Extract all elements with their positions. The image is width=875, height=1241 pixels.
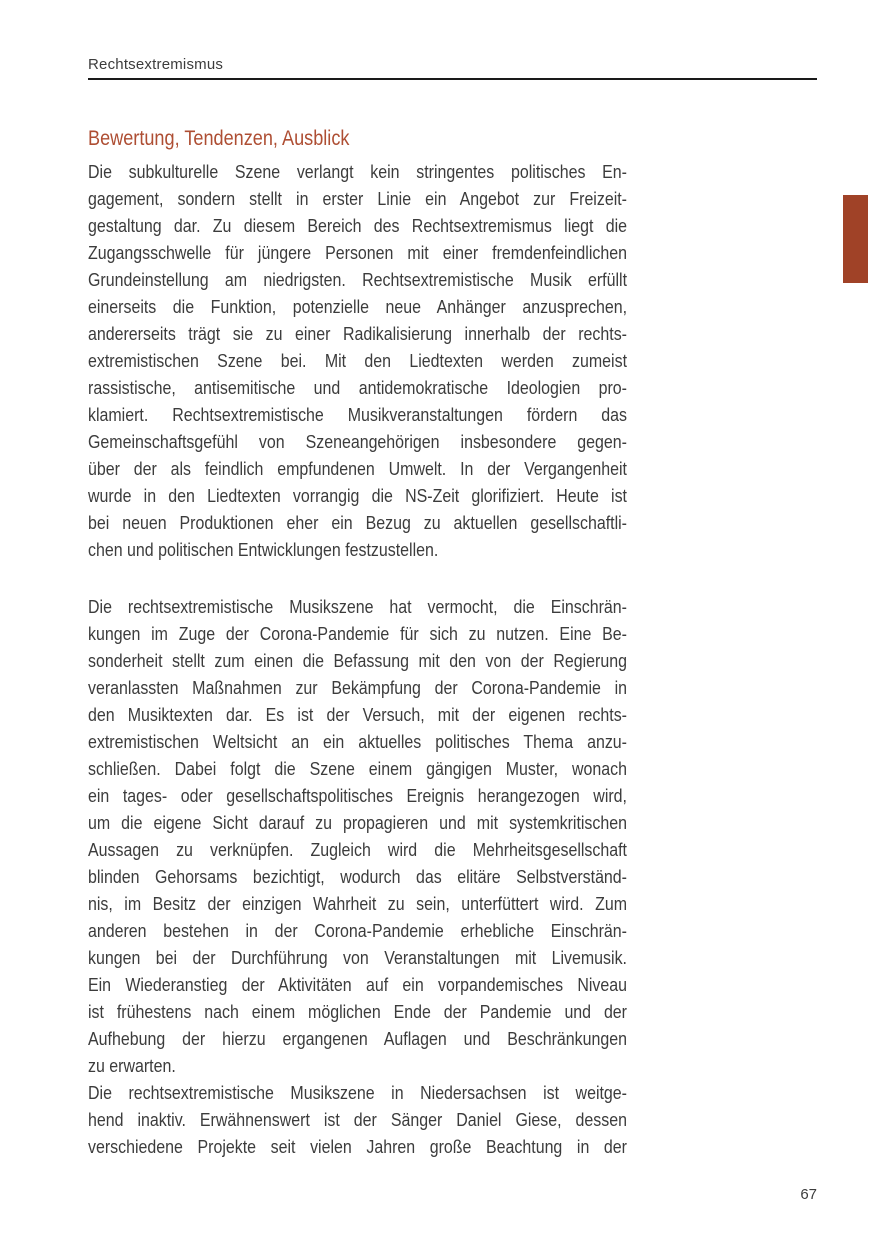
text-line: sonderheit stellt zum einen die Befassung mit den von der Regierung <box>88 650 627 671</box>
page-number: 67 <box>800 1186 817 1203</box>
text-line: Die rechtsextremistische Musikszene hat vermocht, die Einschrän- <box>88 596 627 617</box>
text-line: Grundeinstellung am niedrigsten. Rechtsextremistische Musik erfüllt <box>88 269 627 290</box>
text-line: anderen bestehen in der Corona-Pandemie erhebliche Einschrän- <box>88 920 627 941</box>
text-line: chen und politischen Entwicklungen festzustellen. <box>88 539 439 560</box>
text-line: Aufhebung der hierzu ergangenen Auflagen und Beschränkungen <box>88 1028 627 1049</box>
paragraph <box>88 158 627 563</box>
text-line: veranlassten Maßnahmen zur Bekämpfung der Corona-Pandemie in <box>88 677 627 698</box>
main-text-column <box>88 126 627 1160</box>
paragraph <box>88 593 627 1079</box>
header-rule <box>88 78 817 80</box>
text-line: zu erwarten. <box>88 1055 176 1076</box>
text-line: über der als feindlich empfundenen Umwelt. In der Vergangenheit <box>88 458 627 479</box>
text-line: andererseits trägt sie zu einer Radikalisierung innerhalb der rechts- <box>88 323 627 344</box>
text-line: nis, im Besitz der einzigen Wahrheit zu sein, unterfüttert wird. Zum <box>88 893 627 914</box>
text-line: bei neuen Produktionen eher ein Bezug zu aktuellen gesellschaftli- <box>88 512 627 533</box>
section-heading: Bewertung, Tendenzen, Ausblick <box>88 127 350 150</box>
text-line: Zugangsschwelle für jüngere Personen mit einer fremdenfeindlichen <box>88 242 627 263</box>
text-line: klamiert. Rechtsextremistische Musikveranstaltungen fördern das <box>88 404 627 425</box>
text-line: Aussagen zu verknüpfen. Zugleich wird die Mehrheitsgesellschaft <box>88 839 627 860</box>
text-line: um die eigene Sicht darauf zu propagieren und mit systemkritischen <box>88 812 627 833</box>
text-line: wurde in den Liedtexten vorrangig die NS-Zeit glorifiziert. Heute ist <box>88 485 627 506</box>
text-block <box>88 126 627 1160</box>
paragraphs-container <box>88 158 627 1160</box>
text-line: hend inaktiv. Erwähnenswert ist der Sänger Daniel Giese, dessen <box>88 1109 627 1130</box>
paragraph <box>88 1079 627 1160</box>
text-line: ein tages- oder gesellschaftspolitisches Ereignis herangezogen wird, <box>88 785 627 806</box>
text-line: den Musiktexten dar. Es ist der Versuch, mit der eigenen rechts- <box>88 704 627 725</box>
text-line: kungen im Zuge der Corona-Pandemie für sich zu nutzen. Eine Be- <box>88 623 627 644</box>
chapter-tab-marker <box>843 195 868 283</box>
text-line: Die subkulturelle Szene verlangt kein stringentes politisches En- <box>88 161 627 182</box>
text-line: schließen. Dabei folgt die Szene einem gängigen Muster, wonach <box>88 758 627 779</box>
text-line: einerseits die Funktion, potenzielle neue Anhänger anzusprechen, <box>88 296 627 317</box>
text-line: kungen bei der Durchführung von Veranstaltungen mit Livemusik. <box>88 947 627 968</box>
text-line: extremistischen Weltsicht an ein aktuelles politisches Thema anzu- <box>88 731 627 752</box>
text-line: Gemeinschaftsgefühl von Szeneangehörigen insbesondere gegen- <box>88 431 627 452</box>
text-line: verschiedene Projekte seit vielen Jahren große Beachtung in der <box>88 1136 627 1157</box>
text-line: extremistischen Szene bei. Mit den Liedtexten werden zumeist <box>88 350 627 371</box>
text-line: ist frühestens nach einem möglichen Ende der Pandemie und der <box>88 1001 627 1022</box>
text-line: gestaltung dar. Zu diesem Bereich des Rechtsextremismus liegt die <box>88 215 627 236</box>
text-line: rassistische, antisemitische und antidemokratische Ideologien pro- <box>88 377 627 398</box>
text-line: Ein Wiederanstieg der Aktivitäten auf ein vorpandemisches Niveau <box>88 974 627 995</box>
text-line: gagement, sondern stellt in erster Linie ein Angebot zur Freizeit- <box>88 188 627 209</box>
running-header: Rechtsextremismus <box>88 56 224 73</box>
text-line: blinden Gehorsams bezichtigt, wodurch das elitäre Selbstverständ- <box>88 866 627 887</box>
text-line: Die rechtsextremistische Musikszene in Niedersachsen ist weitge- <box>88 1082 627 1103</box>
